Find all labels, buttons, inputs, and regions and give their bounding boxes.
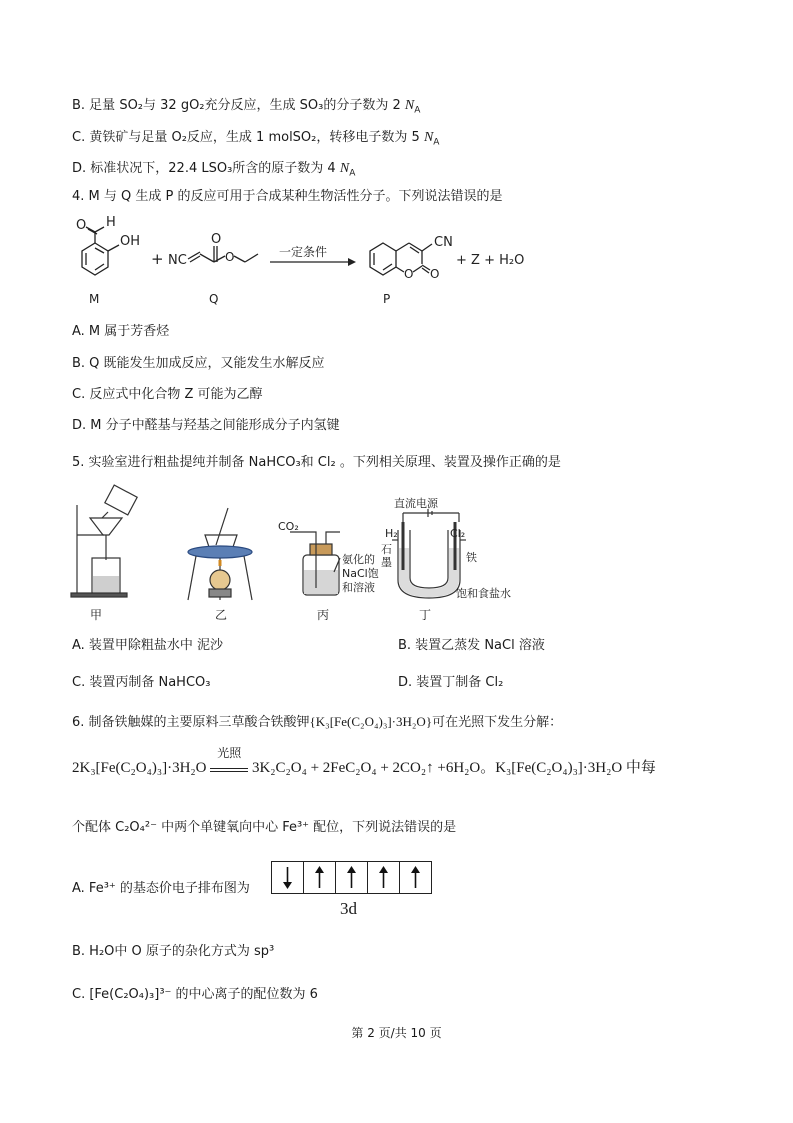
products-tail: + Z + H₂O (456, 253, 525, 268)
orbital-diagram (271, 861, 432, 894)
q5-option-d: D. 装置丁制备 Cl₂ (398, 675, 504, 690)
orbital-box (272, 862, 304, 893)
orbital-box (336, 862, 368, 893)
q3-option-c: C. 黄铁矿与足量 O₂反应，生成 1 molSO₂，转移电子数为 5 $N_A$ (72, 130, 440, 148)
ding-iron-label: 铁 (466, 551, 477, 564)
reaction-condition: 一定条件 (279, 245, 328, 259)
label-p: P (383, 292, 391, 306)
q6-line3: 个配体 C₂O₄²⁻ 中两个单键氧向中心 Fe³⁺ 配位，下列说法错误的是 (72, 820, 457, 835)
q3-option-d: D. 标准状况下，22.4 LSO₃所含的原子数为 4 $N_A$ (72, 161, 356, 179)
label-m: M (89, 292, 100, 306)
apparatus-bing (290, 532, 340, 595)
q4-option-a: A. M 属于芳香烃 (72, 324, 170, 339)
q-carbonyl-o: O (211, 232, 222, 247)
equation-condition: 光照 (210, 760, 248, 772)
q5-option-a: A. 装置甲除粗盐水中 泥沙 (72, 638, 224, 653)
apparatus-jia (71, 485, 137, 597)
q6-decomposition-equation (72, 746, 656, 777)
q-ester-o: O (225, 250, 235, 264)
m-aldehyde-o: O (76, 218, 87, 233)
q6-option-b: B. H₂O中 O 原子的杂化方式为 sp³ (72, 944, 275, 959)
apparatus-yi (188, 508, 252, 600)
q4-option-c: C. 反应式中化合物 Z 可能为乙醇 (72, 387, 263, 402)
q4-option-b: B. Q 既能发生加成反应，又能发生水解反应 (72, 356, 325, 371)
q6-option-c: C. [Fe(C₂O₄)₃]³⁻ 的中心离子的配位数为 6 (72, 987, 318, 1002)
label-q: Q (209, 292, 219, 306)
q5-stem: 5. 实验室进行粗盐提纯并制备 NaHCO₃和 Cl₂ 。下列相关原理、装置及操作正确的是 (72, 455, 561, 470)
bing-solution-line1: 氨化的 (342, 553, 375, 566)
q5-option-b: B. 装置乙蒸发 NaCl 溶液 (398, 638, 545, 653)
equation-products: 3K₂C₂O₄ + 2FeC₂O₄ + 2CO₂↑ +6H₂O (251, 760, 481, 776)
orbital-label: 3d (340, 899, 357, 918)
apparatus-yi-label: 乙 (215, 608, 228, 622)
q4-stem: 4. M 与 Q 生成 P 的反应可用于合成某种生物活性分子。下列说法错误的是 (72, 189, 503, 204)
ding-h2-label: H₂ (385, 527, 398, 540)
orbital-box (304, 862, 336, 893)
apparatus-ding (392, 509, 466, 598)
q3-option-b: B. 足量 SO₂与 32 gO₂充分反应，生成 SO₃的分子数为 2 $N_A$ (72, 98, 421, 116)
m-aldehyde-h: H (106, 215, 116, 230)
q-nitrile: NC (168, 253, 187, 268)
plus-sign-1: + (151, 250, 164, 268)
ding-graphite-label-2: 墨 (381, 556, 392, 569)
bing-co2-label: CO₂ (278, 520, 299, 533)
q6-stem: 6. 制备铁触媒的主要原料三草酸合铁酸钾{K₃[Fe(C₂O₄)₃]·3H₂O}可在光照下发生分解： (72, 714, 563, 730)
q6-option-a: A. Fe³⁺ 的基态价电子排布图为 (72, 881, 250, 896)
apparatus-bing-label: 丙 (317, 608, 330, 622)
apparatus-ding-label: 丁 (419, 608, 432, 622)
orbital-box (400, 862, 431, 893)
m-hydroxyl: OH (120, 234, 141, 249)
equation-tail: 。K₃[Fe(C₂O₄)₃]·3H₂O 中每 (480, 760, 656, 776)
bing-solution-line2: NaCl饱 (342, 567, 379, 580)
ding-brine-label: 饱和食盐水 (456, 587, 511, 600)
page-footer: 第 2 页/共 10 页 (351, 1026, 442, 1040)
ding-graphite-label-1: 石 (381, 543, 392, 556)
p-carbonyl-o: O (430, 267, 440, 281)
q4-option-d: D. M 分子中醛基与羟基之间能形成分子内氢键 (72, 418, 340, 433)
bing-solution-line3: 和溶液 (342, 581, 375, 594)
p-nitrile: CN (434, 235, 453, 250)
p-ring-o: O (404, 267, 414, 281)
orbital-box (368, 862, 400, 893)
ding-power-label: 直流电源 (394, 497, 438, 510)
apparatus-jia-label: 甲 (90, 608, 103, 622)
ding-cl2-label: Cl₂ (450, 527, 466, 540)
q5-option-c: C. 装置丙制备 NaHCO₃ (72, 675, 211, 690)
equation-reactants: 2K₃[Fe(C₂O₄)₃]·3H₂O (72, 760, 207, 776)
